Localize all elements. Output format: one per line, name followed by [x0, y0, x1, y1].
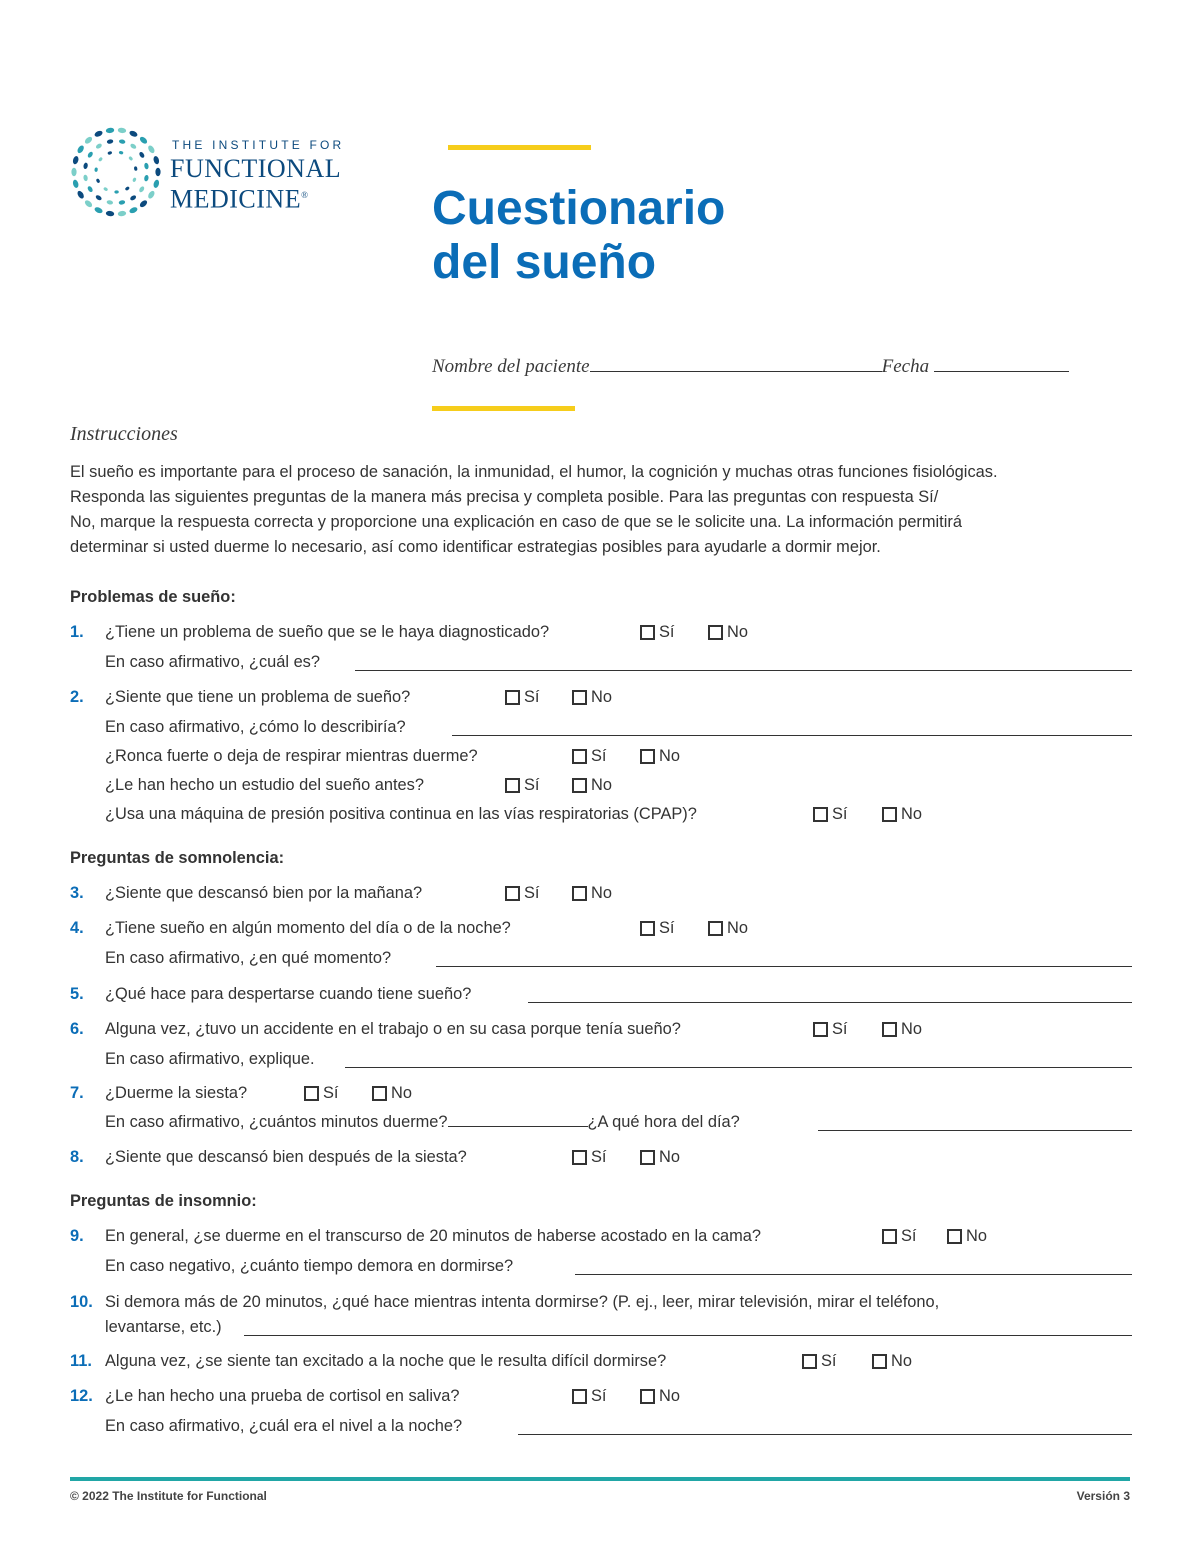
time-answer-line[interactable]	[818, 1129, 1132, 1131]
logo-dot	[117, 210, 126, 216]
answer-line[interactable]	[244, 1334, 1132, 1336]
logo-dot	[76, 190, 85, 200]
logo-mark-icon	[68, 124, 164, 220]
logo-dot	[138, 185, 145, 193]
question-6-followup: En caso afirmativo, explique.	[70, 1047, 1132, 1071]
question-4: 4. ¿Tiene sueño en algún momento del día o de la noche? Sí No	[70, 918, 748, 937]
question-1: 1. ¿Tiene un problema de sueño que se le haya diagnosticado? Sí No	[70, 622, 748, 641]
patient-name-label: Nombre del paciente	[432, 356, 590, 377]
ifm-logo	[68, 124, 368, 220]
logo-dot	[96, 178, 101, 183]
footer-divider	[70, 1477, 1130, 1481]
question-10-cont: levantarse, etc.)	[70, 1315, 1132, 1339]
logo-dot	[72, 155, 79, 165]
logo-dot	[98, 157, 103, 162]
logo-dot	[129, 130, 139, 138]
logo-line-3: MEDICINE®	[170, 184, 309, 214]
logo-dot	[119, 151, 124, 155]
yes-checkbox[interactable]: Sí	[505, 776, 540, 795]
logo-line-1: THE INSTITUTE FOR	[172, 138, 345, 152]
logo-dot	[103, 187, 108, 192]
question-9: 9. En general, ¿se duerme en el transcurso de 20 minutos de haberse acostado en la cama? Sí No	[70, 1226, 987, 1245]
logo-dot	[95, 194, 103, 201]
yes-checkbox[interactable]: Sí	[505, 884, 540, 903]
no-checkbox[interactable]: No	[640, 747, 680, 766]
question-2: 2. ¿Siente que tiene un problema de sueño? Sí No	[70, 687, 612, 706]
date-field[interactable]	[934, 370, 1069, 372]
answer-line[interactable]	[345, 1066, 1132, 1068]
yes-checkbox[interactable]: Sí	[505, 688, 540, 707]
patient-name-field[interactable]	[590, 370, 882, 372]
question-2-cpap: ¿Usa una máquina de presión positiva continua en las vías respiratorias (CPAP)? Sí No	[105, 804, 922, 823]
logo-dot	[153, 155, 160, 165]
yes-checkbox[interactable]: Sí	[813, 805, 848, 824]
yes-checkbox[interactable]: Sí	[640, 623, 675, 642]
page-title: Cuestionario del sueño	[432, 182, 726, 289]
answer-line[interactable]	[452, 734, 1132, 736]
title-accent-bar	[448, 145, 591, 150]
logo-dot	[139, 199, 149, 208]
no-checkbox[interactable]: No	[708, 919, 748, 938]
no-checkbox[interactable]: No	[640, 1148, 680, 1167]
question-11: 11. Alguna vez, ¿se siente tan excitado a la noche que le resulta difícil dormirse? Sí No	[70, 1351, 912, 1370]
no-checkbox[interactable]: No	[572, 688, 612, 707]
answer-line[interactable]	[518, 1433, 1132, 1435]
yes-checkbox[interactable]: Sí	[572, 1148, 607, 1167]
date-label: Fecha	[881, 356, 930, 377]
answer-line[interactable]	[355, 669, 1132, 671]
no-checkbox[interactable]: No	[872, 1352, 912, 1371]
question-7: 7. ¿Duerme la siesta? Sí No	[70, 1083, 412, 1102]
yes-checkbox[interactable]: Sí	[802, 1352, 837, 1371]
logo-dot	[76, 144, 85, 154]
no-checkbox[interactable]: No	[640, 1387, 680, 1406]
question-5: 5. ¿Qué hace para despertarse cuando tiene sueño?	[70, 982, 1132, 1006]
logo-dot	[118, 200, 125, 205]
logo-dot	[114, 190, 118, 193]
logo-dot	[147, 144, 156, 154]
logo-dot	[147, 190, 156, 200]
logo-dot	[138, 151, 145, 159]
question-2-snoring: ¿Ronca fuerte o deja de respirar mientras duerme? Sí No	[105, 746, 680, 765]
logo-dot	[119, 139, 126, 144]
logo-dot	[132, 177, 137, 182]
minutes-answer-line[interactable]	[448, 1125, 588, 1127]
yes-checkbox[interactable]: Sí	[572, 747, 607, 766]
patient-info-row	[432, 356, 1069, 378]
question-9-followup: En caso negativo, ¿cuánto tiempo demora en dormirse?	[70, 1254, 1132, 1278]
logo-dot	[71, 168, 76, 176]
no-checkbox[interactable]: No	[708, 623, 748, 642]
section-insomnia: Preguntas de insomnio:	[70, 1192, 257, 1210]
logo-dot	[105, 210, 114, 216]
logo-dot	[94, 167, 98, 172]
instructions-heading: Instrucciones	[70, 423, 178, 445]
logo-dot	[95, 143, 103, 150]
logo-dot	[105, 127, 114, 133]
question-7-followup: En caso afirmativo, ¿cuántos minutos duerme? ¿A qué hora del día?	[70, 1110, 1132, 1134]
logo-dot	[153, 179, 160, 189]
question-1-followup: En caso afirmativo, ¿cuál es?	[70, 650, 1132, 674]
question-12-followup: En caso afirmativo, ¿cuál era el nivel a la noche?	[70, 1414, 1132, 1438]
logo-dot	[129, 143, 137, 150]
footer-version: Versión 3	[1076, 1489, 1130, 1503]
logo-dot	[107, 139, 114, 144]
logo-dot	[128, 156, 133, 161]
logo-dot	[87, 151, 94, 159]
logo-dot	[87, 185, 94, 193]
yes-checkbox[interactable]: Sí	[813, 1020, 848, 1039]
question-4-followup: En caso afirmativo, ¿en qué momento?	[70, 946, 1132, 970]
question-2-sleep-study: ¿Le han hecho un estudio del sueño antes? Sí No	[105, 775, 612, 794]
logo-dot	[107, 151, 112, 155]
logo-dot	[84, 199, 94, 208]
logo-dot	[155, 168, 160, 176]
no-checkbox[interactable]: No	[947, 1227, 987, 1246]
logo-dot	[84, 136, 94, 145]
answer-line[interactable]	[528, 1001, 1132, 1003]
yes-checkbox[interactable]: Sí	[572, 1387, 607, 1406]
logo-dot	[129, 206, 139, 214]
logo-dot	[106, 200, 113, 205]
section-sleepiness: Preguntas de somnolencia:	[70, 849, 285, 867]
question-8: 8. ¿Siente que descansó bien después de la siesta? Sí No	[70, 1147, 680, 1166]
logo-dot	[94, 130, 104, 138]
answer-line[interactable]	[436, 965, 1132, 967]
divider-accent-bar	[432, 406, 575, 411]
logo-dot	[139, 136, 149, 145]
question-10: 10. Si demora más de 20 minutos, ¿qué hace mientras intenta dormirse? (P. ej., leer, mirar televisión, mirar el teléfono,	[70, 1292, 940, 1311]
answer-line[interactable]	[575, 1273, 1132, 1275]
logo-dot	[129, 194, 137, 201]
logo-dot	[144, 175, 149, 182]
logo-dot	[94, 206, 104, 214]
section-sleep-problems: Problemas de sueño:	[70, 588, 236, 606]
question-12: 12. ¿Le han hecho una prueba de cortisol en saliva? Sí No	[70, 1386, 680, 1405]
yes-checkbox[interactable]: Sí	[640, 919, 675, 938]
no-checkbox[interactable]: No	[572, 884, 612, 903]
question-6: 6. Alguna vez, ¿tuvo un accidente en el trabajo o en su casa porque tenía sueño? Sí No	[70, 1019, 922, 1038]
yes-checkbox[interactable]: Sí	[882, 1227, 917, 1246]
logo-dot	[144, 163, 149, 170]
logo-dot	[83, 162, 88, 169]
logo-dot	[83, 174, 88, 181]
logo-dot	[72, 179, 79, 189]
no-checkbox[interactable]: No	[882, 1020, 922, 1039]
footer-copyright: © 2022 The Institute for Functional	[70, 1489, 267, 1503]
logo-dot	[134, 166, 138, 171]
logo-line-2: FUNCTIONAL	[170, 154, 342, 183]
no-checkbox[interactable]: No	[882, 805, 922, 824]
logo-dot	[125, 186, 130, 191]
yes-checkbox[interactable]: Sí	[304, 1084, 339, 1103]
question-3: 3. ¿Siente que descansó bien por la mañana? Sí No	[70, 883, 612, 902]
no-checkbox[interactable]: No	[372, 1084, 412, 1103]
instructions-text: El sueño es importante para el proceso de sanación, la inmunidad, el humor, la cognición y muchas otras funciones fisiológicas. Responda las siguientes preguntas de la manera más precisa y completa posible. Para las preguntas con respuesta Sí/ No, marque la respuesta correcta y proporcione una explicación en caso de que se le solicite una. La información permitirá determinar si usted duerme lo necesario, así como identificar estrategias posibles para ayudarle a dormir mejor.	[70, 463, 998, 556]
no-checkbox[interactable]: No	[572, 776, 612, 795]
question-2-followup: En caso afirmativo, ¿cómo lo describiría?	[70, 715, 1132, 739]
logo-dot	[117, 127, 126, 133]
